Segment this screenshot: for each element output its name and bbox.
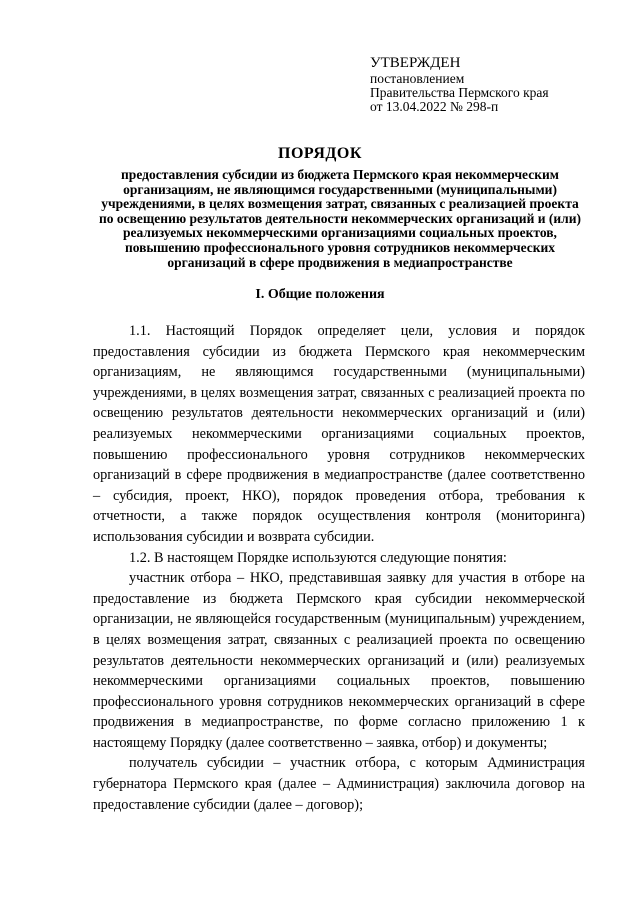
section-title: I. Общие положения (255, 287, 385, 302)
paragraph-1-1: 1.1. Настоящий Порядок определяет цели, условия и порядок предоставления субсидии из бюджета Пермского края некоммерческим организациям, не являющимся государственными (муниципальными) учреждениями, в целях возмещения затрат, связанных с реализацией проекта по освещению результатов деятельности некоммерческих организаций и (или) реализуемых некоммерческими организациями социальных проектов, повышению профессионального уровня сотрудников некоммерческих организаций в сфере продвижения в медиапространстве (далее соответственно – субсидия, проект, НКО), порядок проведения отбора, требования к отчетности, а также порядок осуществления контроля (мониторинга) использования субсидии и возврата субсидии. (93, 323, 585, 545)
paragraph-definition-recipient: получатель субсидии – участник отбора, с которым Администрация губернатора Пермского края (далее – Администрация) заключила договор на предоставление субсидии (далее – договор); (93, 755, 585, 813)
approval-line-2: Правительства Пермского края (370, 85, 549, 100)
approval-heading: УТВЕРЖДЕН (370, 55, 461, 71)
approval-stamp (370, 55, 549, 114)
paragraph-1-2: 1.2. В настоящем Порядке используются следующие понятия: (129, 549, 507, 566)
approval-line-3: от 13.04.2022 № 298-п (370, 99, 499, 114)
document-title: ПОРЯДОК (278, 145, 362, 162)
document-body (93, 321, 585, 815)
document-subtitle: предоставления субсидии из бюджета Пермского края некоммерческим организациям, не являющимся государственными (муниципальными) учреждениями, в целях возмещения затрат, связанных с реализацией проекта по освещению результатов деятельности некоммерческих организаций и (или) реализуемых некоммерческими организациями социальных проектов, повышению профессионального уровня сотрудников некоммерческих организаций в сфере продвижения в медиапространстве (98, 167, 582, 270)
approval-line-1: постановлением (370, 71, 465, 86)
paragraph-definition-participant: участник отбора – НКО, представившая заявку для участия в отборе на предоставление из бюджета Пермского края субсидии некоммерческой организации, не являющейся государственным (муниципальным) учреждением, в целях возмещения затрат, связанных с реализацией проекта по освещению результатов деятельности некоммерческих организаций и (или) реализуемых некоммерческими организациями социальных проектов, повышению профессионального уровня сотрудников некоммерческих организаций в сфере продвижения в медиапространстве, по форме согласно приложению 1 к настоящему Порядку (далее соответственно – заявка, отбор) и документы; (93, 570, 585, 751)
